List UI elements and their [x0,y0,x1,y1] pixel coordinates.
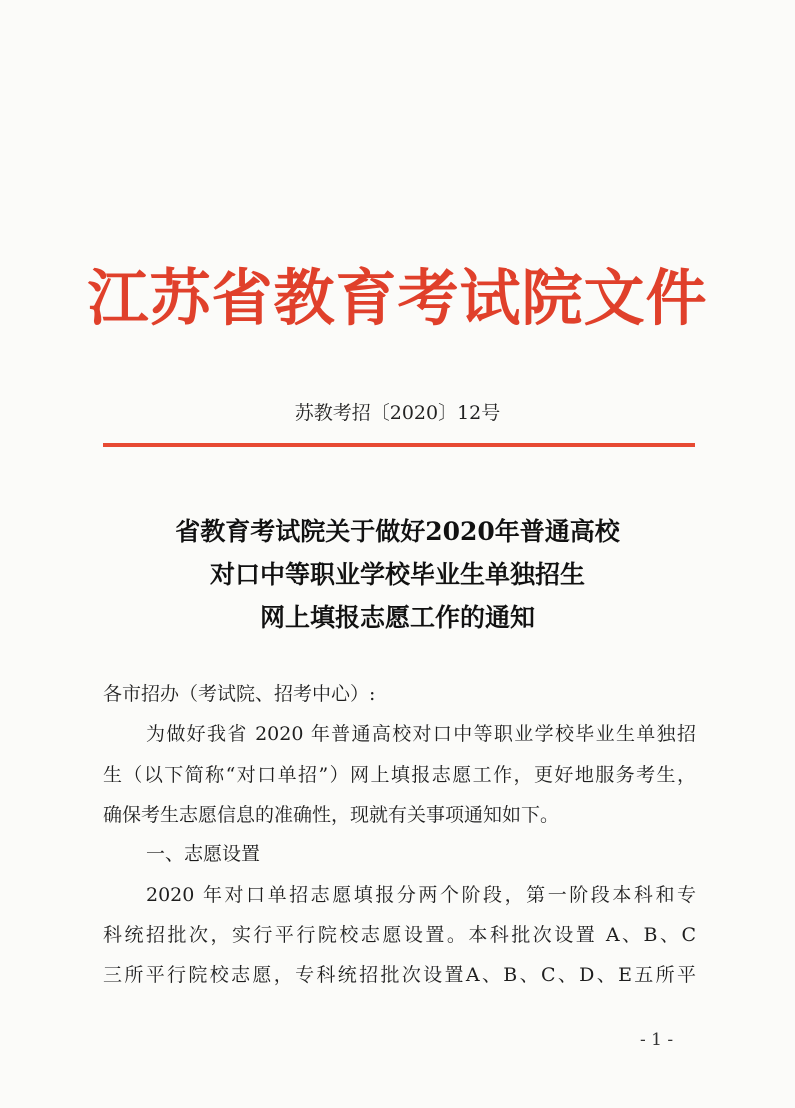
notice-title-line-1: 省教育考试院关于做好2020年普通高校 [175,517,620,546]
section1-line-2: 科统招批次，实行平行院校志愿设置。本科批次设置 A、B、C [103,924,696,946]
intro-line-1: 为做好我省 2020 年普通高校对口中等职业学校毕业生单独招 [146,723,696,745]
document-number: 苏教考招〔2020〕12号 [294,402,501,424]
page-number: - 1 - [640,1030,674,1050]
section1-line-3: 三所平行院校志愿，专科统招批次设置A、B、C、D、E五所平 [103,964,696,986]
intro-line-2: 生（以下简称“对口单招”）网上填报志愿工作，更好地服务考生， [103,764,696,786]
masthead-title: 江苏省教育考试院文件 [87,263,708,334]
salutation: 各市招办（考试院、招考中心）: [103,683,376,705]
notice-title-line-3: 网上填报志愿工作的通知 [259,603,535,632]
section1-line-1: 2020 年对口单招志愿填报分两个阶段，第一阶段本科和专 [146,884,696,906]
notice-title-line-2: 对口中等职业学校毕业生单独招生 [209,560,585,589]
intro-line-3: 确保考生志愿信息的准确性，现就有关事项通知如下。 [103,804,560,826]
section-heading-1: 一、志愿设置 [146,843,261,865]
red-divider-rule [103,443,695,447]
